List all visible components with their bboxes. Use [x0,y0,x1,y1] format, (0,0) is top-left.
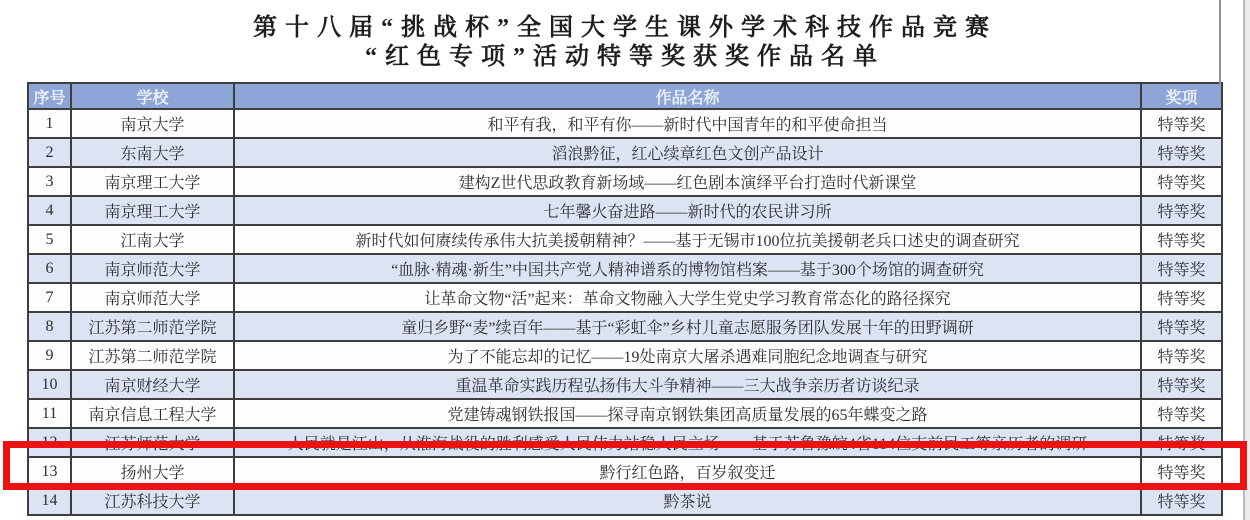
cell-work: “血脉·精魂·新生”中国共产党人精神谱系的博物馆档案——基于300个场馆的调查研究 [234,254,1141,283]
cell-work: 让革命文物“活”起来：革命文物融入大学生党史学习教育常态化的路径探究 [234,283,1141,312]
cell-award: 特等奖 [1141,486,1222,515]
cell-work: 黔行红色路，百岁叙变迁 [234,457,1141,486]
table-row [28,138,1222,167]
cell-award: 特等奖 [1141,341,1222,370]
table-row [28,225,1222,254]
cell-work: 党建铸魂钢铁报国——探寻南京钢铁集团高质量发展的65年蝶变之路 [234,399,1141,428]
cell-award: 特等奖 [1141,283,1222,312]
table-row [28,196,1222,225]
cell-no: 9 [28,341,71,370]
table-row [28,341,1222,370]
cell-no: 14 [28,486,71,515]
table-row [28,254,1222,283]
cell-award: 特等奖 [1141,370,1222,399]
cell-work: 童归乡野“麦”续百年——基于“彩虹伞”乡村儿童志愿服务团队发展十年的田野调研 [234,312,1141,341]
cell-school: 南京师范大学 [71,283,234,312]
cell-work: 重温革命实践历程弘扬伟大斗争精神——三大战争亲历者访谈纪录 [234,370,1141,399]
table-row [28,312,1222,341]
table-row [28,109,1222,138]
title-line-1: 第十八届“挑战杯”全国大学生课外学术科技作品竞赛 [253,15,997,41]
cell-no: 6 [28,254,71,283]
upper-right-border-line [1219,0,1221,84]
cell-award: 特等奖 [1141,254,1222,283]
cell-no: 4 [28,196,71,225]
cell-award: 特等奖 [1141,109,1222,138]
cell-school: 江南大学 [71,225,234,254]
cell-award: 特等奖 [1141,457,1222,486]
cell-award: 特等奖 [1141,399,1222,428]
cell-work: 和平有我，和平有你——新时代中国青年的和平使命担当 [234,109,1141,138]
highlight-box [3,441,1247,490]
header-no: 序号 [28,83,71,109]
cell-award: 特等奖 [1141,225,1222,254]
header-work: 作品名称 [234,83,1141,109]
cell-work: 滔浪黔征，红心续章红色文创产品设计 [234,138,1141,167]
cell-no: 10 [28,370,71,399]
cell-work: 新时代如何赓续传承伟大抗美援朝精神？——基于无锡市100位抗美援朝老兵口述史的调查研究 [234,225,1141,254]
table-header-row [28,83,1222,109]
cell-school: 南京师范大学 [71,254,234,283]
table-row [28,167,1222,196]
cell-no: 11 [28,399,71,428]
cell-school: 南京财经大学 [71,370,234,399]
cell-school: 江苏第二师范学院 [71,341,234,370]
cell-no: 2 [28,138,71,167]
cell-school: 江苏第二师范学院 [71,312,234,341]
cell-work: 黔茶说 [234,486,1141,515]
cell-award: 特等奖 [1141,312,1222,341]
title-line-2: “红色专项”活动特等奖获奖作品名单 [365,44,885,70]
table-row [28,399,1222,428]
cell-award: 特等奖 [1141,428,1222,457]
cell-no: 12 [28,428,71,457]
document-title [0,14,1250,72]
cell-no: 8 [28,312,71,341]
cell-award: 特等奖 [1141,138,1222,167]
header-award: 奖项 [1141,83,1222,109]
cell-award: 特等奖 [1141,196,1222,225]
cell-no: 7 [28,283,71,312]
cell-work: 人民就是江山，从淮海战役的胜利感受人民伟力站稳人民立场——基于苏鲁豫皖4省114位支前民工等亲历者的调研 [234,428,1141,457]
cell-no: 13 [28,457,71,486]
header-school: 学校 [71,83,234,109]
cell-school: 南京信息工程大学 [71,399,234,428]
cell-school: 东南大学 [71,138,234,167]
cell-school: 扬州大学 [71,457,234,486]
table-header [28,83,1222,109]
cell-school: 南京理工大学 [71,196,234,225]
cell-no: 5 [28,225,71,254]
cell-work: 七年馨火奋进路——新时代的农民讲习所 [234,196,1141,225]
cell-work: 为了不能忘却的记忆——19处南京大屠杀遇难同胞纪念地调查与研究 [234,341,1141,370]
cell-school: 江苏师范大学 [71,428,234,457]
cell-award: 特等奖 [1141,167,1222,196]
cell-no: 3 [28,167,71,196]
table-row [28,283,1222,312]
cell-no: 1 [28,109,71,138]
cell-school: 南京理工大学 [71,167,234,196]
cell-school: 江苏科技大学 [71,486,234,515]
cell-work: 建构Z世代思政教育新场域——红色剧本演绎平台打造时代新课堂 [234,167,1141,196]
table-row [28,370,1222,399]
cell-school: 南京大学 [71,109,234,138]
table-row [28,486,1222,515]
